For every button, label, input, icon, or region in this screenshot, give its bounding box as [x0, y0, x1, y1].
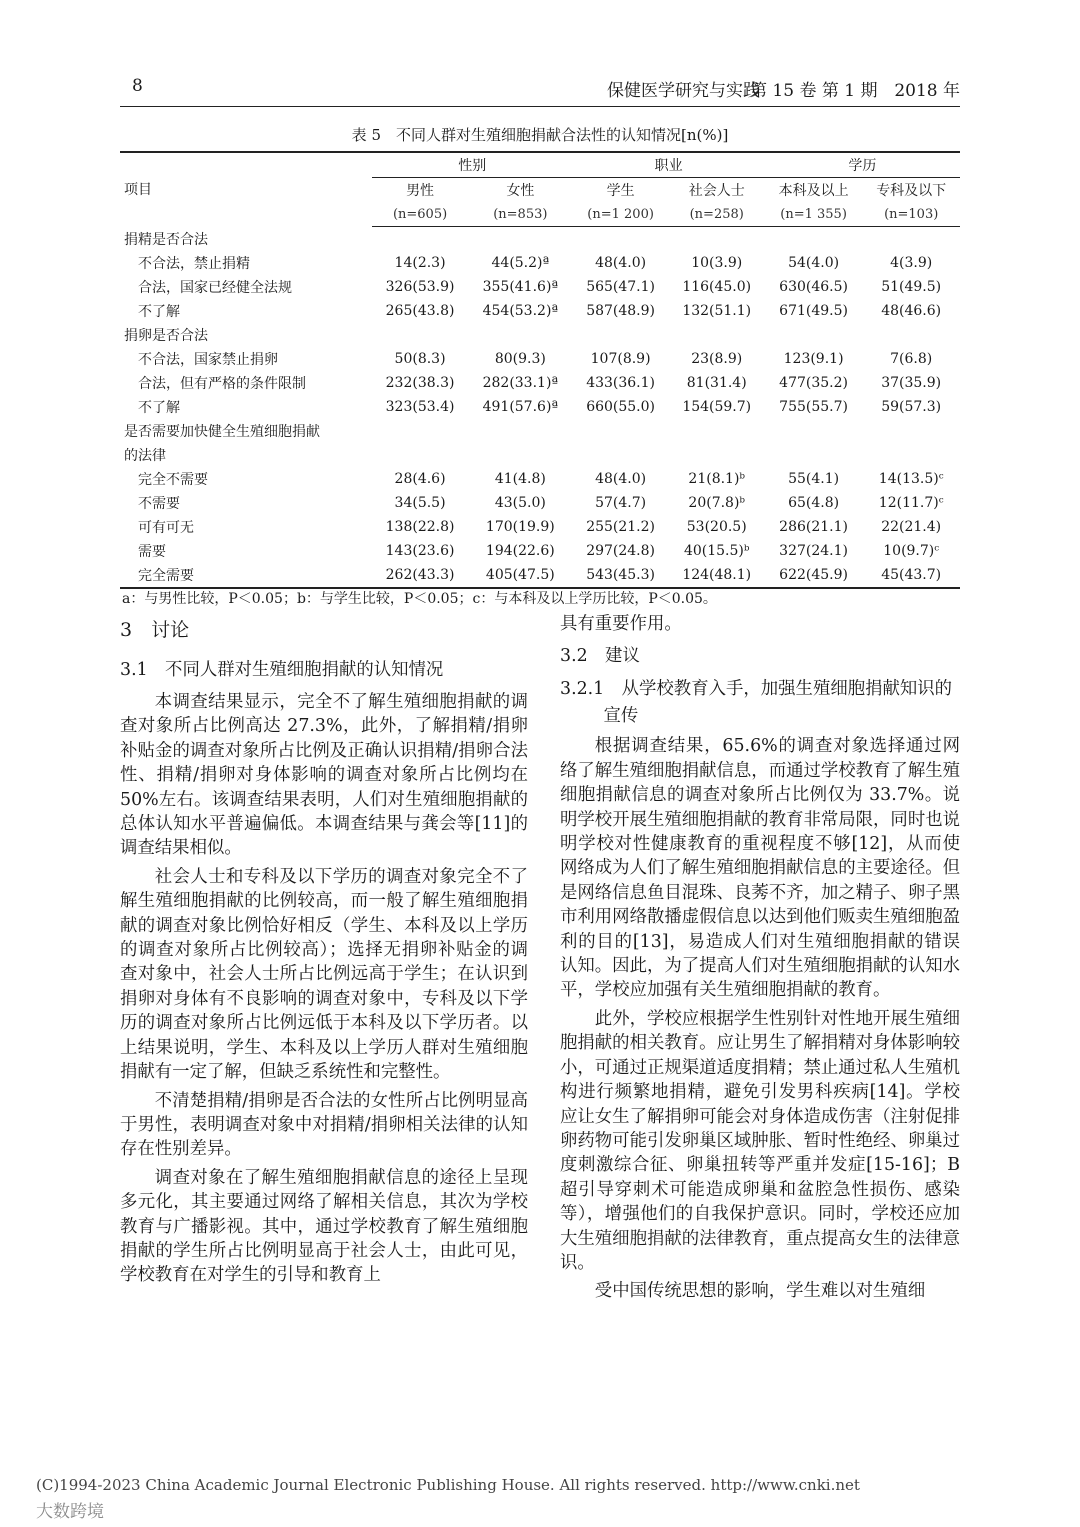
page-number: 8	[132, 76, 143, 96]
table-cell: 262(43.3)	[372, 563, 468, 588]
table-caption: 表 5 不同人群对生殖细胞捐献合法性的认知情况[n(%)]	[351, 126, 729, 144]
table-cell: 194(22.6)	[485, 543, 555, 559]
table-cell: 57(4.7)	[595, 495, 647, 511]
table-cell	[468, 419, 572, 443]
table-cell	[669, 227, 765, 252]
table-cell: 755(55.7)	[779, 399, 848, 415]
table-cell: 23(8.9)	[691, 351, 743, 367]
table-section-row	[120, 323, 960, 347]
table-cell: 20(7.8)ᵇ	[688, 495, 746, 511]
volume-issue: 第 15 卷 第 1 期	[750, 81, 878, 101]
row-label: 完全需要	[120, 563, 372, 588]
table-cell: 326(53.9)	[385, 279, 455, 295]
row-label: 捐卵是否合法	[124, 328, 208, 344]
n-bachelor: (n=1 355)	[765, 202, 863, 227]
table-row	[120, 563, 960, 588]
table-cell: 22(21.4)	[881, 519, 942, 535]
col-junior: 专科及以下	[876, 183, 947, 199]
table-row	[120, 299, 960, 323]
table-cell	[468, 443, 572, 467]
row-label: 不合法，国家禁止捐卵	[138, 352, 278, 368]
row-label: 完全不需要	[138, 472, 208, 488]
table-cell: 54(4.0)	[788, 255, 840, 271]
item-header: 项目	[120, 152, 372, 227]
paragraph: 受中国传统思想的影响，学生难以对生殖细	[594, 1281, 926, 1302]
left-column	[120, 612, 528, 1288]
paragraph: 此外，学校应根据学生性别针对性地开展生殖细胞捐献的相关教育。应让男生了解捐精对身体影响较小，可通过正规渠道适度捐精；禁止通过私人生殖机构进行频繁地捐精，避免引发男科疾病[14]。学校应让女生了解捐卵可能会对身体造成伤害（注射促排卵药物可能引发卵巢区域肿胀、暂时性绝经、卵巢过度刺激综合征、卵巢扭转等严重并发症[15-16]；B 超引导穿刺术可能造成卵巢和盆腔急性损伤、感染等），增强他们的自我保护意识。同时，学校还应加大生殖细胞捐献的法律教育，重点提高女生的法律意识。	[560, 1008, 961, 1273]
table-cell: 59(57.3)	[881, 399, 942, 415]
col-male: 男性	[406, 183, 435, 199]
table-cell	[372, 323, 468, 347]
table-cell: 55(4.1)	[788, 471, 840, 487]
row-label: 合法，但有严格的条件限制	[138, 376, 306, 392]
table-row	[120, 467, 960, 491]
table-cell	[765, 323, 863, 347]
table-cell: 255(21.2)	[586, 519, 656, 535]
table-cell: 10(9.7)ᶜ	[883, 543, 940, 559]
table-cell: 50(8.3)	[394, 351, 446, 367]
col-bachelor: 本科及以上	[778, 183, 849, 199]
table-cell	[765, 443, 863, 467]
table-cell: 454(53.2)ª	[482, 303, 559, 319]
table-cell	[669, 323, 765, 347]
table-cell	[468, 323, 572, 347]
table-cell: 44(5.2)ª	[491, 255, 550, 271]
table-cell: 51(49.5)	[881, 279, 942, 295]
table-cell: 232(38.3)	[385, 375, 455, 391]
table-row	[120, 347, 960, 371]
table-cell: 660(55.0)	[586, 399, 656, 415]
table-cell: 14(13.5)ᶜ	[878, 471, 944, 487]
n-public: (n=258)	[669, 202, 765, 227]
row-label: 不了解	[138, 304, 180, 320]
table-cell: 45(43.7)	[862, 563, 960, 588]
table-cell: 433(36.1)	[586, 375, 656, 391]
row-label: 的法律	[124, 448, 166, 464]
table-section-row	[120, 443, 960, 467]
table-cell: 107(8.9)	[590, 351, 651, 367]
col-student: 学生	[606, 183, 635, 199]
table-cell: 81(31.4)	[686, 375, 747, 391]
group-education: 学历	[765, 152, 960, 178]
table-section-row	[120, 419, 960, 443]
table-cell	[765, 227, 863, 252]
table-cell	[372, 227, 468, 252]
table-cell: 80(9.3)	[494, 351, 546, 367]
table-row	[120, 395, 960, 419]
table-row	[120, 251, 960, 275]
table-cell: 65(4.8)	[788, 495, 840, 511]
table-cell	[862, 443, 960, 467]
table-cell: 297(24.8)	[586, 543, 656, 559]
table-cell: 565(47.1)	[586, 279, 656, 295]
table-cell: 587(48.9)	[586, 303, 656, 319]
table-cell	[669, 419, 765, 443]
row-label: 需要	[138, 544, 166, 560]
table-cell: 48(4.0)	[595, 471, 647, 487]
n-male: (n=605)	[372, 202, 468, 227]
table-cell	[573, 227, 669, 252]
table-cell	[573, 323, 669, 347]
table-cell	[372, 419, 468, 443]
subsection-heading-3-1: 3.1 不同人群对生殖细胞捐献的认知情况	[120, 660, 444, 680]
table-row	[120, 371, 960, 395]
table-cell: 37(35.9)	[881, 375, 942, 391]
table-row	[120, 491, 960, 515]
n-junior: (n=103)	[862, 202, 960, 227]
table-note: a：与男性比较，P＜0.05；b：与学生比较，P＜0.05；c：与本科及以上学历比较，P＜0.05。	[122, 591, 717, 607]
row-label: 不了解	[138, 400, 180, 416]
paragraph: 调查对象在了解生殖细胞捐献信息的途径上呈现多元化，其主要通过网络了解相关信息，其次为学校教育与广播影视。其中，通过学校教育了解生殖细胞捐献的学生所占比例明显高于社会人士，由此可见，学校教育在对学生的引导和教育上	[120, 1167, 528, 1286]
table-cell: 116(45.0)	[682, 279, 752, 295]
table-cell	[669, 443, 765, 467]
subsection-heading-3-2-1: 3.2.1 从学校教育入手，加强生殖细胞捐献知识的宣传	[560, 679, 953, 727]
copyright-footer: (C)1994-2023 China Academic Journal Electronic Publishing House. All rights reserved. http://www.cnki.net	[36, 1476, 860, 1494]
table-cell: 34(5.5)	[394, 495, 446, 511]
table-cell: 282(33.1)ª	[482, 375, 559, 391]
table-cell: 4(3.9)	[890, 255, 933, 271]
table-cell: 143(23.6)	[385, 543, 455, 559]
running-header	[120, 76, 960, 100]
table-cell: 132(51.1)	[682, 303, 752, 319]
table-cell: 327(24.1)	[779, 543, 848, 559]
table-cell: 265(43.8)	[385, 303, 455, 319]
table-cell: 41(4.8)	[494, 471, 546, 487]
table-cell: 671(49.5)	[779, 303, 848, 319]
table-cell: 124(48.1)	[669, 563, 765, 588]
table-cell: 12(11.7)ᶜ	[878, 495, 944, 511]
table-cell	[765, 419, 863, 443]
paragraph: 本调查结果显示，完全不了解生殖细胞捐献的调查对象所占比例高达 27.3%，此外，了解捐精/捐卵补贴金的调查对象所占比例及正确认识捐精/捐卵合法性、捐精/捐卵对身体影响的调查对象所占比例均在 50%左右。该调查结果表明，人们对生殖细胞捐献的总体认知水平普遍偏低。本调查结果与龚会等[11]的调查结果相似。	[120, 692, 528, 859]
table-cell: 622(45.9)	[765, 563, 863, 588]
table-section-row	[120, 227, 960, 252]
table-row	[120, 515, 960, 539]
paragraph: 根据调查结果，65.6%的调查对象选择通过网络了解生殖细胞捐献信息，而通过学校教育了解生殖细胞捐献信息的调查对象所占比例仅为 33.7%。说明学校开展生殖细胞捐献的教育非常局限，同时也说明学校对性健康教育的重视程度不够[12]，从而使网络成为人们了解生殖细胞捐献信息的主要途径。但是网络信息鱼目混珠、良莠不齐，加之精子、卵子黑市利用网络散播虚假信息以达到他们贩卖生殖细胞盈利的目的[13]，易造成人们对生殖细胞捐献的错误认知。因此，为了提高人们对生殖细胞捐献的认知水平，学校应加强有关生殖细胞捐献的教育。	[560, 736, 960, 1001]
n-female: (n=853)	[468, 202, 572, 227]
table-cell	[862, 227, 960, 252]
journal-title: 保健医学研究与实践	[607, 81, 760, 101]
table-row	[120, 275, 960, 299]
table-cell: 405(47.5)	[468, 563, 572, 588]
row-label: 是否需要加快健全生殖细胞捐献	[124, 424, 320, 440]
table-cell	[372, 443, 468, 467]
row-label: 不需要	[138, 496, 180, 512]
header-rule	[120, 106, 960, 107]
table-cell: 154(59.7)	[682, 399, 752, 415]
table-cell: 48(4.0)	[595, 255, 647, 271]
table-cell: 123(9.1)	[783, 351, 844, 367]
table-cell: 48(46.6)	[881, 303, 942, 319]
table-cell: 630(46.5)	[779, 279, 848, 295]
table-cell: 355(41.6)ª	[482, 279, 559, 295]
table-cell: 43(5.0)	[494, 495, 546, 511]
table-cell: 323(53.4)	[385, 399, 455, 415]
col-female: 女性	[506, 183, 535, 199]
table-cell: 491(57.6)ª	[482, 399, 559, 415]
table-cell: 138(22.8)	[385, 519, 455, 535]
table-cell: 286(21.1)	[779, 519, 848, 535]
table-cell: 53(20.5)	[686, 519, 747, 535]
table-cell	[862, 419, 960, 443]
table-cell	[862, 323, 960, 347]
subsection-heading-3-2: 3.2 建议	[560, 646, 640, 667]
table-cell: 477(35.2)	[779, 375, 848, 391]
section-heading-3: 3 讨论	[120, 619, 190, 641]
row-label: 合法，国家已经健全法规	[138, 280, 292, 296]
table-cell	[573, 419, 669, 443]
table-cell: 40(15.5)ᵇ	[683, 543, 750, 559]
paragraph: 不清楚捐精/捐卵是否合法的女性所占比例明显高于男性，表明调查对象中对捐精/捐卵相关法律的认知存在性别差异。	[120, 1090, 528, 1160]
table-row	[120, 539, 960, 563]
watermark: 大数跨境	[36, 1502, 104, 1522]
table-cell: 21(8.1)ᵇ	[688, 471, 746, 487]
n-student: (n=1 200)	[573, 202, 669, 227]
paragraph: 具有重要作用。	[560, 614, 682, 634]
table-cell: 170(19.9)	[485, 519, 555, 535]
paragraph: 社会人士和专科及以下学历的调查对象完全不了解生殖细胞捐献的比例较高，而一般了解生殖细胞捐献的调查对象比例恰好相反（学生、本科及以上学历的调查对象所占比例较高）；选择无捐卵补贴金的调查对象中，社会人士所占比例远高于学生；在认识到捐卵对身体有不良影响的调查对象中，专科及以下学历的调查对象所占比例远低于本科及以下学历者。以上结果说明，学生、本科及以上学历人群对生殖细胞捐献有一定了解，但缺乏系统性和完整性。	[120, 866, 528, 1083]
table-cell: 28(4.6)	[394, 471, 446, 487]
table-cell: 7(6.8)	[890, 351, 933, 367]
row-label: 不合法，禁止捐精	[138, 256, 250, 272]
table-cell: 10(3.9)	[691, 255, 743, 271]
row-label: 捐精是否合法	[124, 231, 208, 248]
right-column	[560, 612, 960, 1304]
table-cell	[573, 443, 669, 467]
year: 2018 年	[894, 81, 960, 101]
table-5	[120, 151, 960, 589]
col-public: 社会人士	[688, 183, 745, 199]
table-cell: 14(2.3)	[394, 255, 446, 271]
group-occupation: 职业	[573, 152, 765, 178]
table-cell: 543(45.3)	[573, 563, 669, 588]
row-label: 可有可无	[138, 520, 194, 536]
table-cell	[468, 227, 572, 252]
group-gender: 性别	[372, 152, 573, 178]
